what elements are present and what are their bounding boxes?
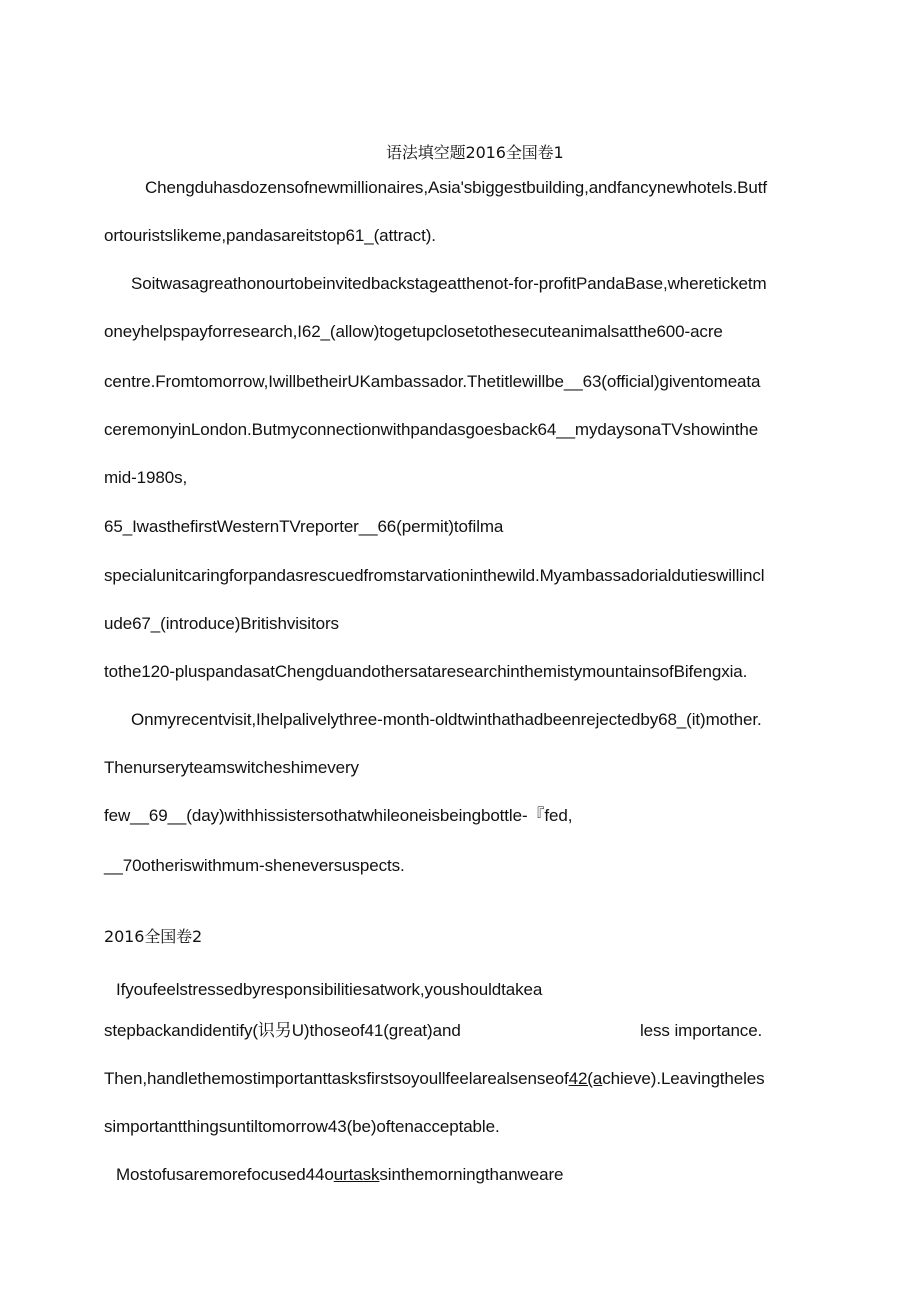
passage-line: tothe120-pluspandasatChengduandothersataresearchinthemistymountainsofBifengxia.: [104, 662, 748, 681]
passage-line: ortouristslikeme,pandasareitstop61_(attract).: [104, 226, 436, 245]
passage-line: ceremonyinLondon.Butmyconnectionwithpandasgoesback64__mydaysonaTVshowinthe: [104, 420, 759, 439]
passage-line: 65_IwasthefirstWesternTVreporter__66(permit)tofilma: [104, 517, 504, 536]
text-segment: Mostofusaremorefocused44o: [116, 1165, 334, 1184]
passage-line: __70otheriswithmum-sheneversuspects.: [104, 856, 405, 875]
passage-line: less importance.: [640, 1021, 763, 1040]
section-2-heading: 2016全国卷2: [104, 927, 203, 946]
underlined-blank: urtask: [333, 1165, 380, 1184]
passage-line: centre.Fromtomorrow,IwillbetheirUKambassador.Thetitlewillbe__63(official)giventomeata: [104, 372, 761, 391]
document-title: 语法填空题2016全国卷1: [386, 143, 564, 162]
passage-line: specialunitcaringforpandasrescuedfromstarvationinthewild.Myambassadorialdutieswillincl: [104, 566, 765, 585]
text-segment: Then,handlethemostimportanttasksfirstsoyoullfeelarealsenseof: [104, 1069, 569, 1088]
passage-line: Chengduhasdozensofnewmillionaires,Asia'sbiggestbuilding,andfancynewhotels.Butf: [145, 178, 768, 197]
passage-line: Ifyoufeelstressedbyresponsibilitiesatwork,youshouldtakea: [116, 980, 543, 999]
passage-line: ude67_(introduce)Britishvisitors: [104, 614, 339, 633]
passage-line: Onmyrecentvisit,Ihelpalivelythree-month-oldtwinthathadbeenrejectedby68_(it)mother.: [131, 710, 762, 729]
passage-line: [116, 1165, 563, 1185]
passage-line: few__69__(day)withhissistersothatwhileoneisbeingbottle-『fed,: [104, 806, 573, 825]
passage-line: mid-1980s,: [104, 468, 188, 487]
passage-line: Thenurseryteamswitcheshimevery: [104, 758, 359, 777]
underlined-blank: 42(a: [568, 1069, 603, 1088]
text-segment: chieve).Leavingtheles: [602, 1069, 765, 1088]
passage-line: stepbackandidentify(识另U)thoseof41(great)and: [104, 1021, 461, 1040]
passage-line: oneyhelpspayforresearch,I62_(allow)togetupclosetothesecuteanimalsatthe600-acre: [104, 322, 723, 341]
passage-line: [104, 1069, 765, 1089]
passage-line: Soitwasagreathonourtobeinvitedbackstageatthenot-for-profitPandaBase,whereticketm: [131, 274, 767, 293]
passage-line: simportantthingsuntiltomorrow43(be)oftenacceptable.: [104, 1117, 500, 1136]
text-segment: sinthemorningthanweare: [379, 1165, 564, 1184]
